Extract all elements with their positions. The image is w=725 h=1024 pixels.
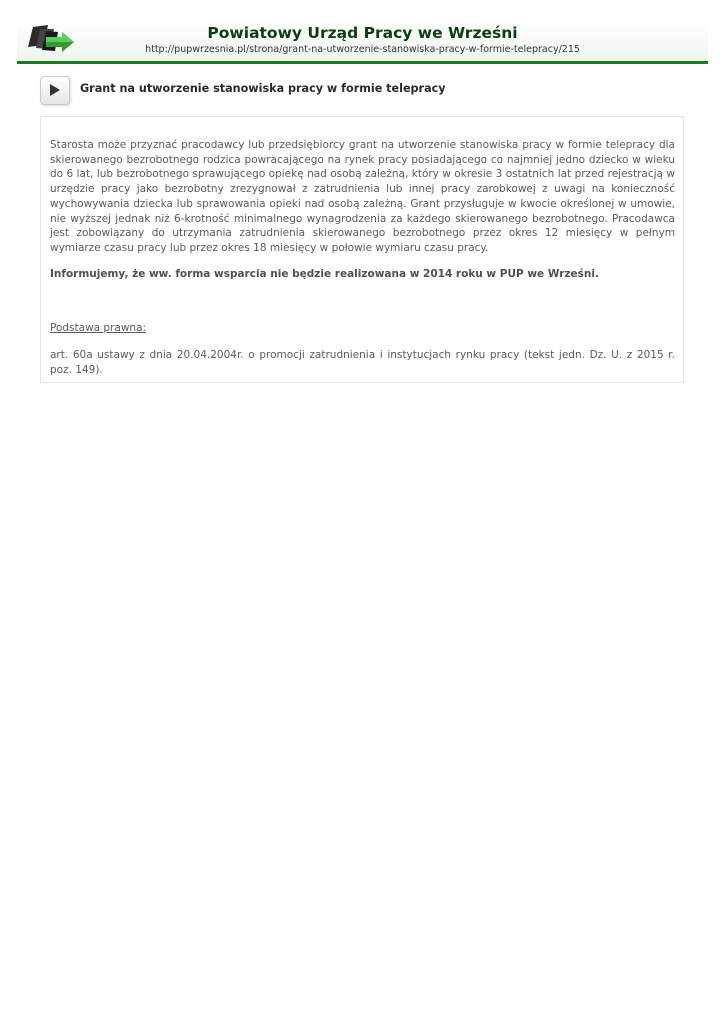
article-content	[40, 116, 684, 383]
site-title: Powiatowy Urząd Pracy we Wrześni	[207, 24, 518, 42]
notice-paragraph: Informujemy, że ww. forma wsparcia nie będzie realizowana w 2014 roku w PUP we Wrześni.	[50, 268, 599, 280]
page-url[interactable]: http://pupwrzesnia.pl/strona/grant-na-utworzenie-stanowiska-pracy-w-formie-telepracy/215	[145, 44, 580, 55]
legal-basis-text: art. 60a ustawy z dnia 20.04.2004r. o promocji zatrudnienia i instytucjach rynku pracy (tekst jedn. Dz. U. z 2015 r. poz. 149).	[50, 349, 675, 376]
legal-basis-label: Podstawa prawna:	[50, 322, 147, 334]
intro-paragraph: Starosta może przyznać pracodawcy lub przedsiębiorcy grant na utworzenie stanowiska pracy w formie telepracy dla skierowanego bezrobotnego rodzica powracającego na rynek pracy posiadającego co najmniej jedno dziecko w wieku do 6 lat, lub bezrobotnego sprawującego opiekę nad osobą zależną, który w okresie 3 ostatnich lat przed rejestracją w urzędzie pracy jako bezrobotny zrezygnował z zatrudnienia lub innej pracy zarobkowej z uwagi na konieczność wychowywania dziecka lub sprawowania opieki nad osobą zależną. Grant przysługuje w kwocie określonej w umowie, nie wyższej jednak niż 6-krotność minimalnego wynagrodzenia za każdego skierowanego bezrobotnego. Pracodawca jest zobowiązany do utrzymania zatrudnienia skierowanego bezrobotnego przez okres 12 miesięcy w pełnym wymiarze czasu pracy lub przez okres 18 miesięcy w połowie wymiaru czasu pracy.	[50, 139, 675, 254]
site-header	[17, 19, 708, 64]
play-arrow-icon[interactable]	[40, 76, 70, 105]
page-title: Grant na utworzenie stanowiska pracy w formie telepracy	[80, 82, 446, 95]
